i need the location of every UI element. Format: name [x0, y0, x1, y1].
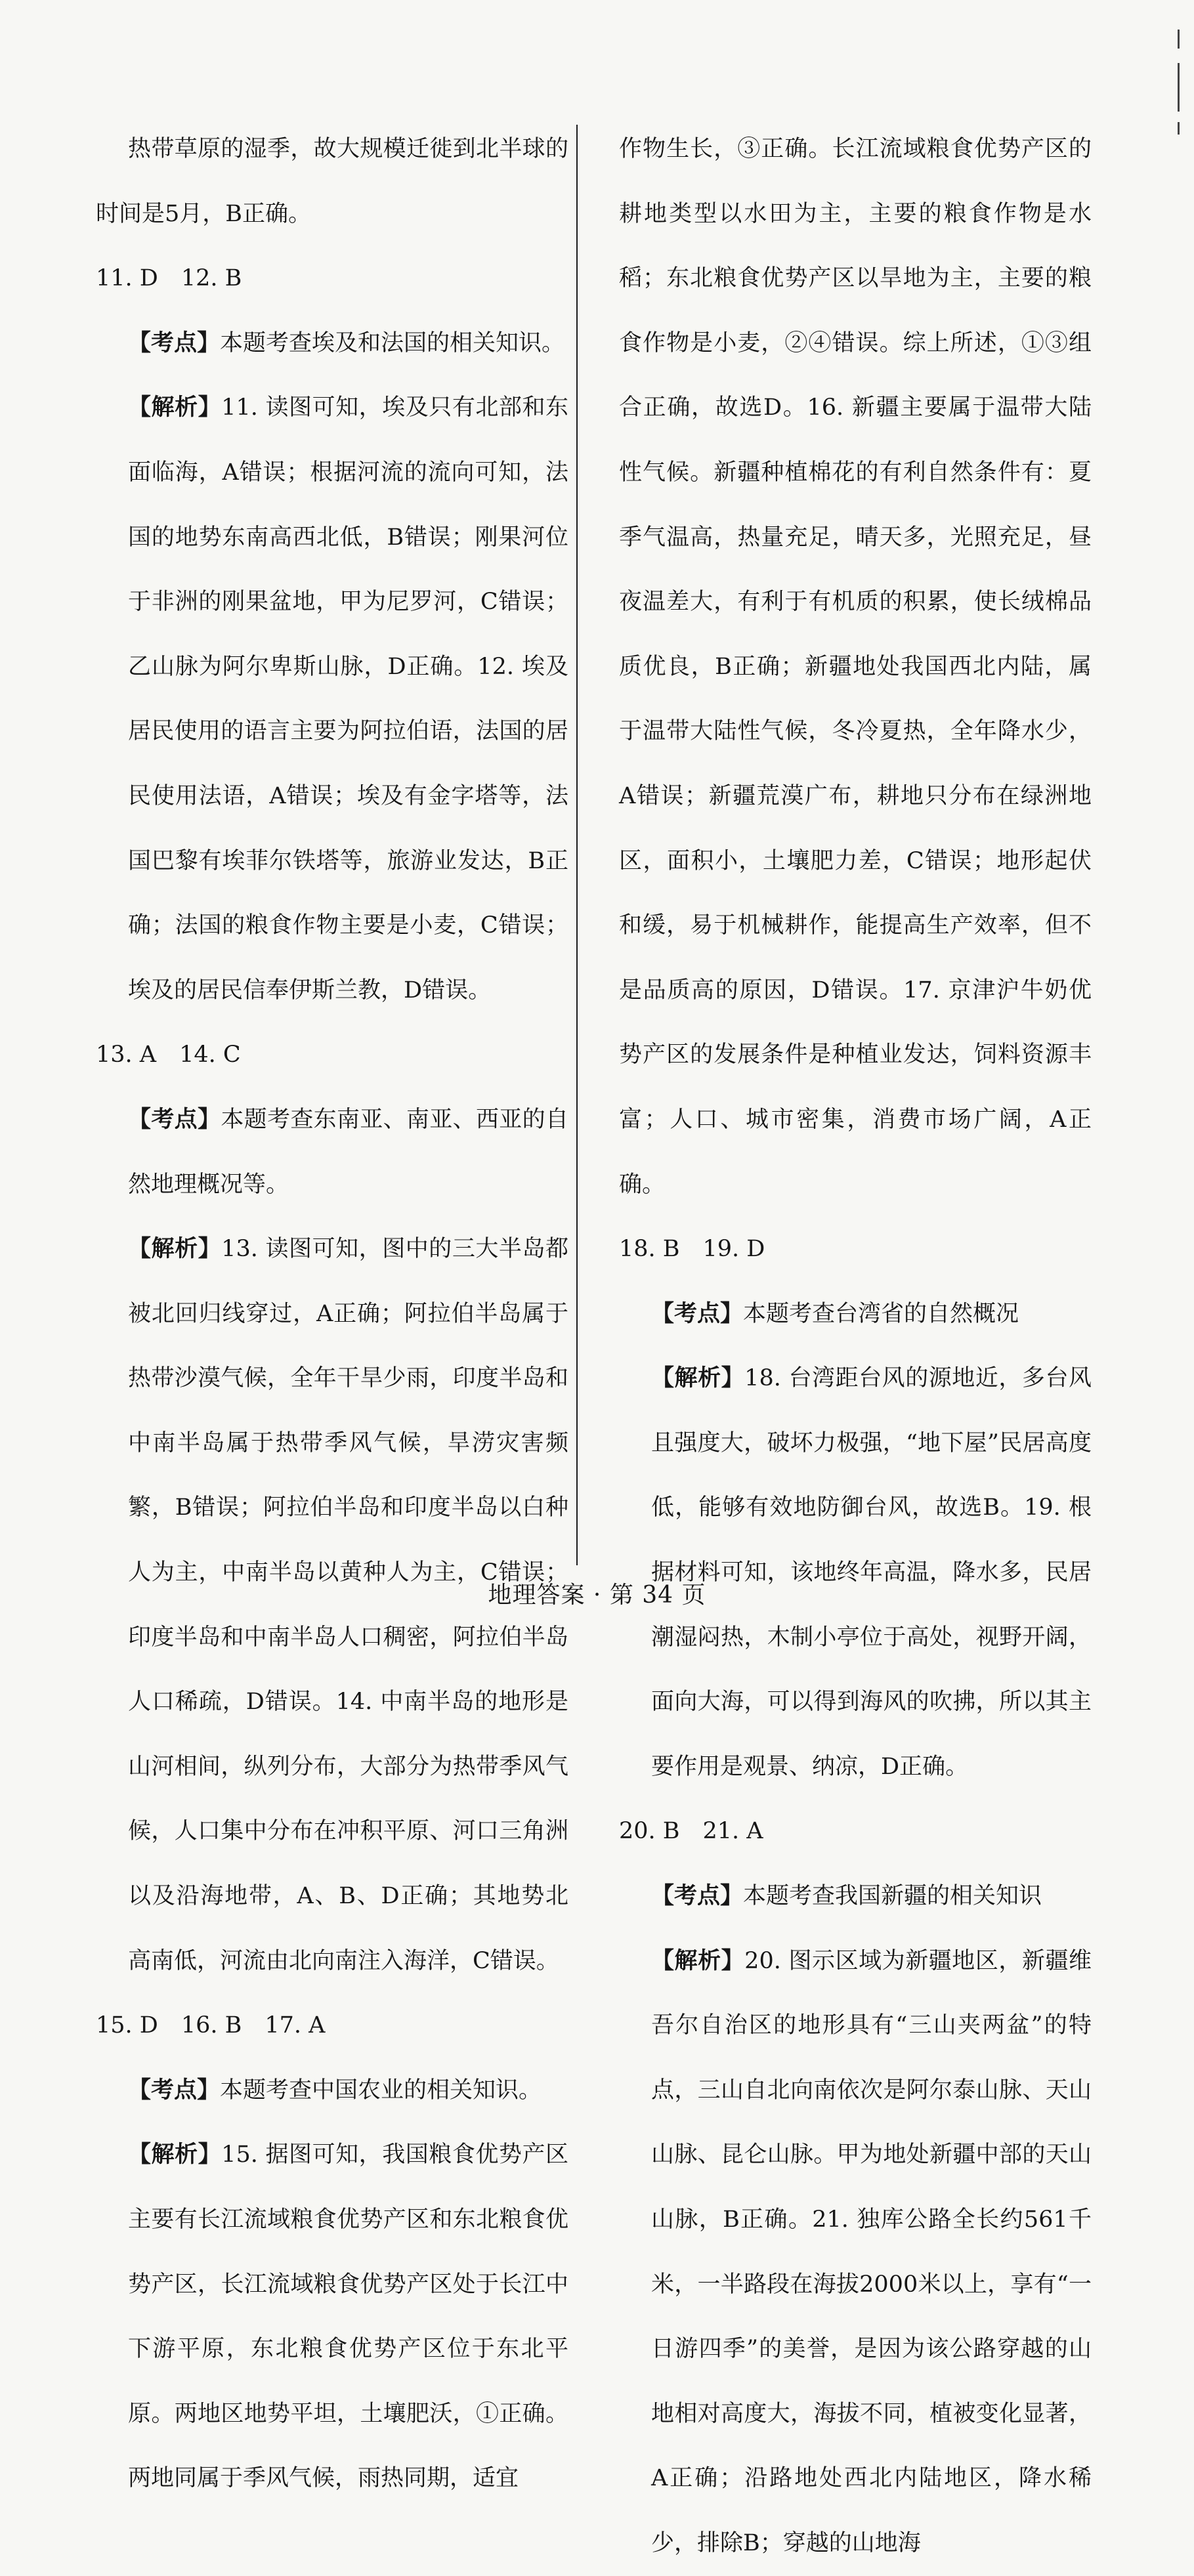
page-footer: 地理答案 · 第 34 页: [488, 1582, 706, 1609]
paragraph-text: 本题考查埃及和法国的相关知识。: [220, 329, 565, 356]
answer-line: 15. D 16. B 17. A: [96, 2012, 326, 2039]
kaodian-paragraph: [96, 2058, 568, 2123]
left-column: [96, 117, 568, 2511]
jiexi-paragraph: [96, 375, 568, 1023]
paragraph-text: 本题考查我国新疆的相关知识: [743, 1883, 1042, 1910]
answer-line: 18. B 19. D: [619, 1236, 765, 1263]
kaodian-paragraph: [619, 1864, 1092, 1929]
answer-line: 11. D 12. B: [96, 265, 242, 292]
jiexi-label: 【解析】: [128, 2142, 222, 2168]
jiexi-label: 【解析】: [128, 1236, 222, 1263]
jiexi-label: 【解析】: [651, 1365, 745, 1392]
answer-line: 20. B 21. A: [619, 1818, 763, 1845]
jiexi-label: 【解析】: [651, 1947, 745, 1974]
paragraph-text: 18. 台湾距台风的源地近，多台风且强度大，破坏力极强，“地下屋”民居高度低，能够有效地防御台风，故选B。19. 根据材料可知，该地终年高温，降水多，民居潮湿闷热，木制小亭位于高处，视野开阔，面向大海，可以得到海风的吹拂，所以其主要作用是观景、纳凉，D正确。: [651, 1365, 1092, 1780]
kaodian-label: 【考点】: [128, 329, 221, 356]
kaodian-paragraph: [96, 1087, 568, 1217]
kaodian-paragraph: [619, 1282, 1092, 1347]
paragraph-text: 本题考查台湾省的自然概况: [743, 1300, 1019, 1327]
answer-line: 13. A 14. C: [96, 1042, 241, 1068]
paragraph-text: 13. 读图可知，图中的三大半岛都被北回归线穿过，A正确；阿拉伯半岛属于热带沙漠气候，全年干旱少雨，印度半岛和中南半岛属于热带季风气候，旱涝灾害频繁，B错误；阿拉伯半岛和印度半岛以白种人为主，中南半岛以黄种人为主，C错误；印度半岛和中南半岛人口稠密，阿拉伯半岛人口稀疏，D错误。14. 中南半岛的地形是山河相间，纵列分布，大部分为热带季风气候，人口集中分布在冲积平原、河口三角洲以及沿海地带，A、B、D正确；其地势北高南低，河流由北向南注入海洋，C错误。: [128, 1236, 568, 1974]
paragraph-text: 本题考查中国农业的相关知识。: [220, 2077, 542, 2103]
jiexi-paragraph: [96, 2122, 568, 2511]
jiexi-label: 【解析】: [128, 394, 222, 421]
continued-paragraph: 热带草原的湿季，故大规模迁徙到北半球的时间是5月，B正确。: [96, 136, 568, 227]
jiexi-paragraph: [619, 1929, 1092, 2576]
kaodian-label: 【考点】: [651, 1300, 744, 1327]
kaodian-paragraph: [96, 311, 568, 376]
paragraph-text: 20. 图示区域为新疆地区，新疆维吾尔自治区的地形具有“三山夹两盆”的特点，三山自北向南依次是阿尔泰山脉、天山山脉、昆仑山脉。甲为地处新疆中部的天山山脉，B正确。21. 独库公路全长约561千米，一半路段在海拔2000米以上，享有“一日游四季”的美誉，是因为该公路穿越的山地相对高度大，海拔不同，植被变化显著，A正确；沿路地处西北内陆地区，降水稀少，排除B；穿越的山地海: [651, 1947, 1092, 2556]
paragraph-text: 11. 读图可知，埃及只有北部和东面临海，A错误；根据河流的流向可知，法国的地势东南高西北低，B错误；刚果河位于非洲的刚果盆地，甲为尼罗河，C错误；乙山脉为阿尔卑斯山脉，D正确。12. 埃及居民使用的语言主要为阿拉伯语，法国的居民使用法语，A错误；埃及有金字塔等，法国巴黎有埃菲尔铁塔等，旅游业发达，B正确；法国的粮食作物主要是小麦，C错误；埃及的居民信奉伊斯兰教，D错误。: [128, 394, 568, 1003]
jiexi-paragraph: [619, 1346, 1092, 1799]
kaodian-label: 【考点】: [128, 1106, 221, 1133]
scan-edge-mark: [1178, 30, 1180, 135]
paragraph-text: 本题考查东南亚、南亚、西亚的自然地理概况等。: [128, 1106, 568, 1198]
paragraph-text: 15. 据图可知，我国粮食优势产区主要有长江流域粮食优势产区和东北粮食优势产区，长江流域粮食优势产区处于长江中下游平原，东北粮食优势产区位于东北平原。两地区地势平坦，土壤肥沃，①正确。两地同属于季风气候，雨热同期，适宜: [128, 2142, 568, 2492]
continued-paragraph: 作物生长，③正确。长江流域粮食优势产区的耕地类型以水田为主，主要的粮食作物是水稻；东北粮食优势产区以旱地为主，主要的粮食作物是小麦，②④错误。综上所述，①③组合正确，故选D。16. 新疆主要属于温带大陆性气候。新疆种植棉花的有利自然条件有：夏季气温高，热量充足，晴天多，光照充足，昼夜温差大，有利于有机质的积累，使长绒棉品质优良，B正确；新疆地处我国西北内陆，属于温带大陆性气候，冬冷夏热，全年降水少，A错误；新疆荒漠广布，耕地只分布在绿洲地区，面积小，土壤肥力差，C错误；地形起伏和缓，易于机械耕作，能提高生产效率，但不是品质高的原因，D错误。17. 京津沪牛奶优势产区的发展条件是种植业发达，饲料资源丰富；人口、城市密集，消费市场广阔，A正确。: [619, 136, 1092, 1198]
kaodian-label: 【考点】: [651, 1883, 744, 1910]
column-divider: [576, 125, 578, 1565]
right-column: [619, 117, 1092, 2576]
kaodian-label: 【考点】: [128, 2077, 221, 2103]
